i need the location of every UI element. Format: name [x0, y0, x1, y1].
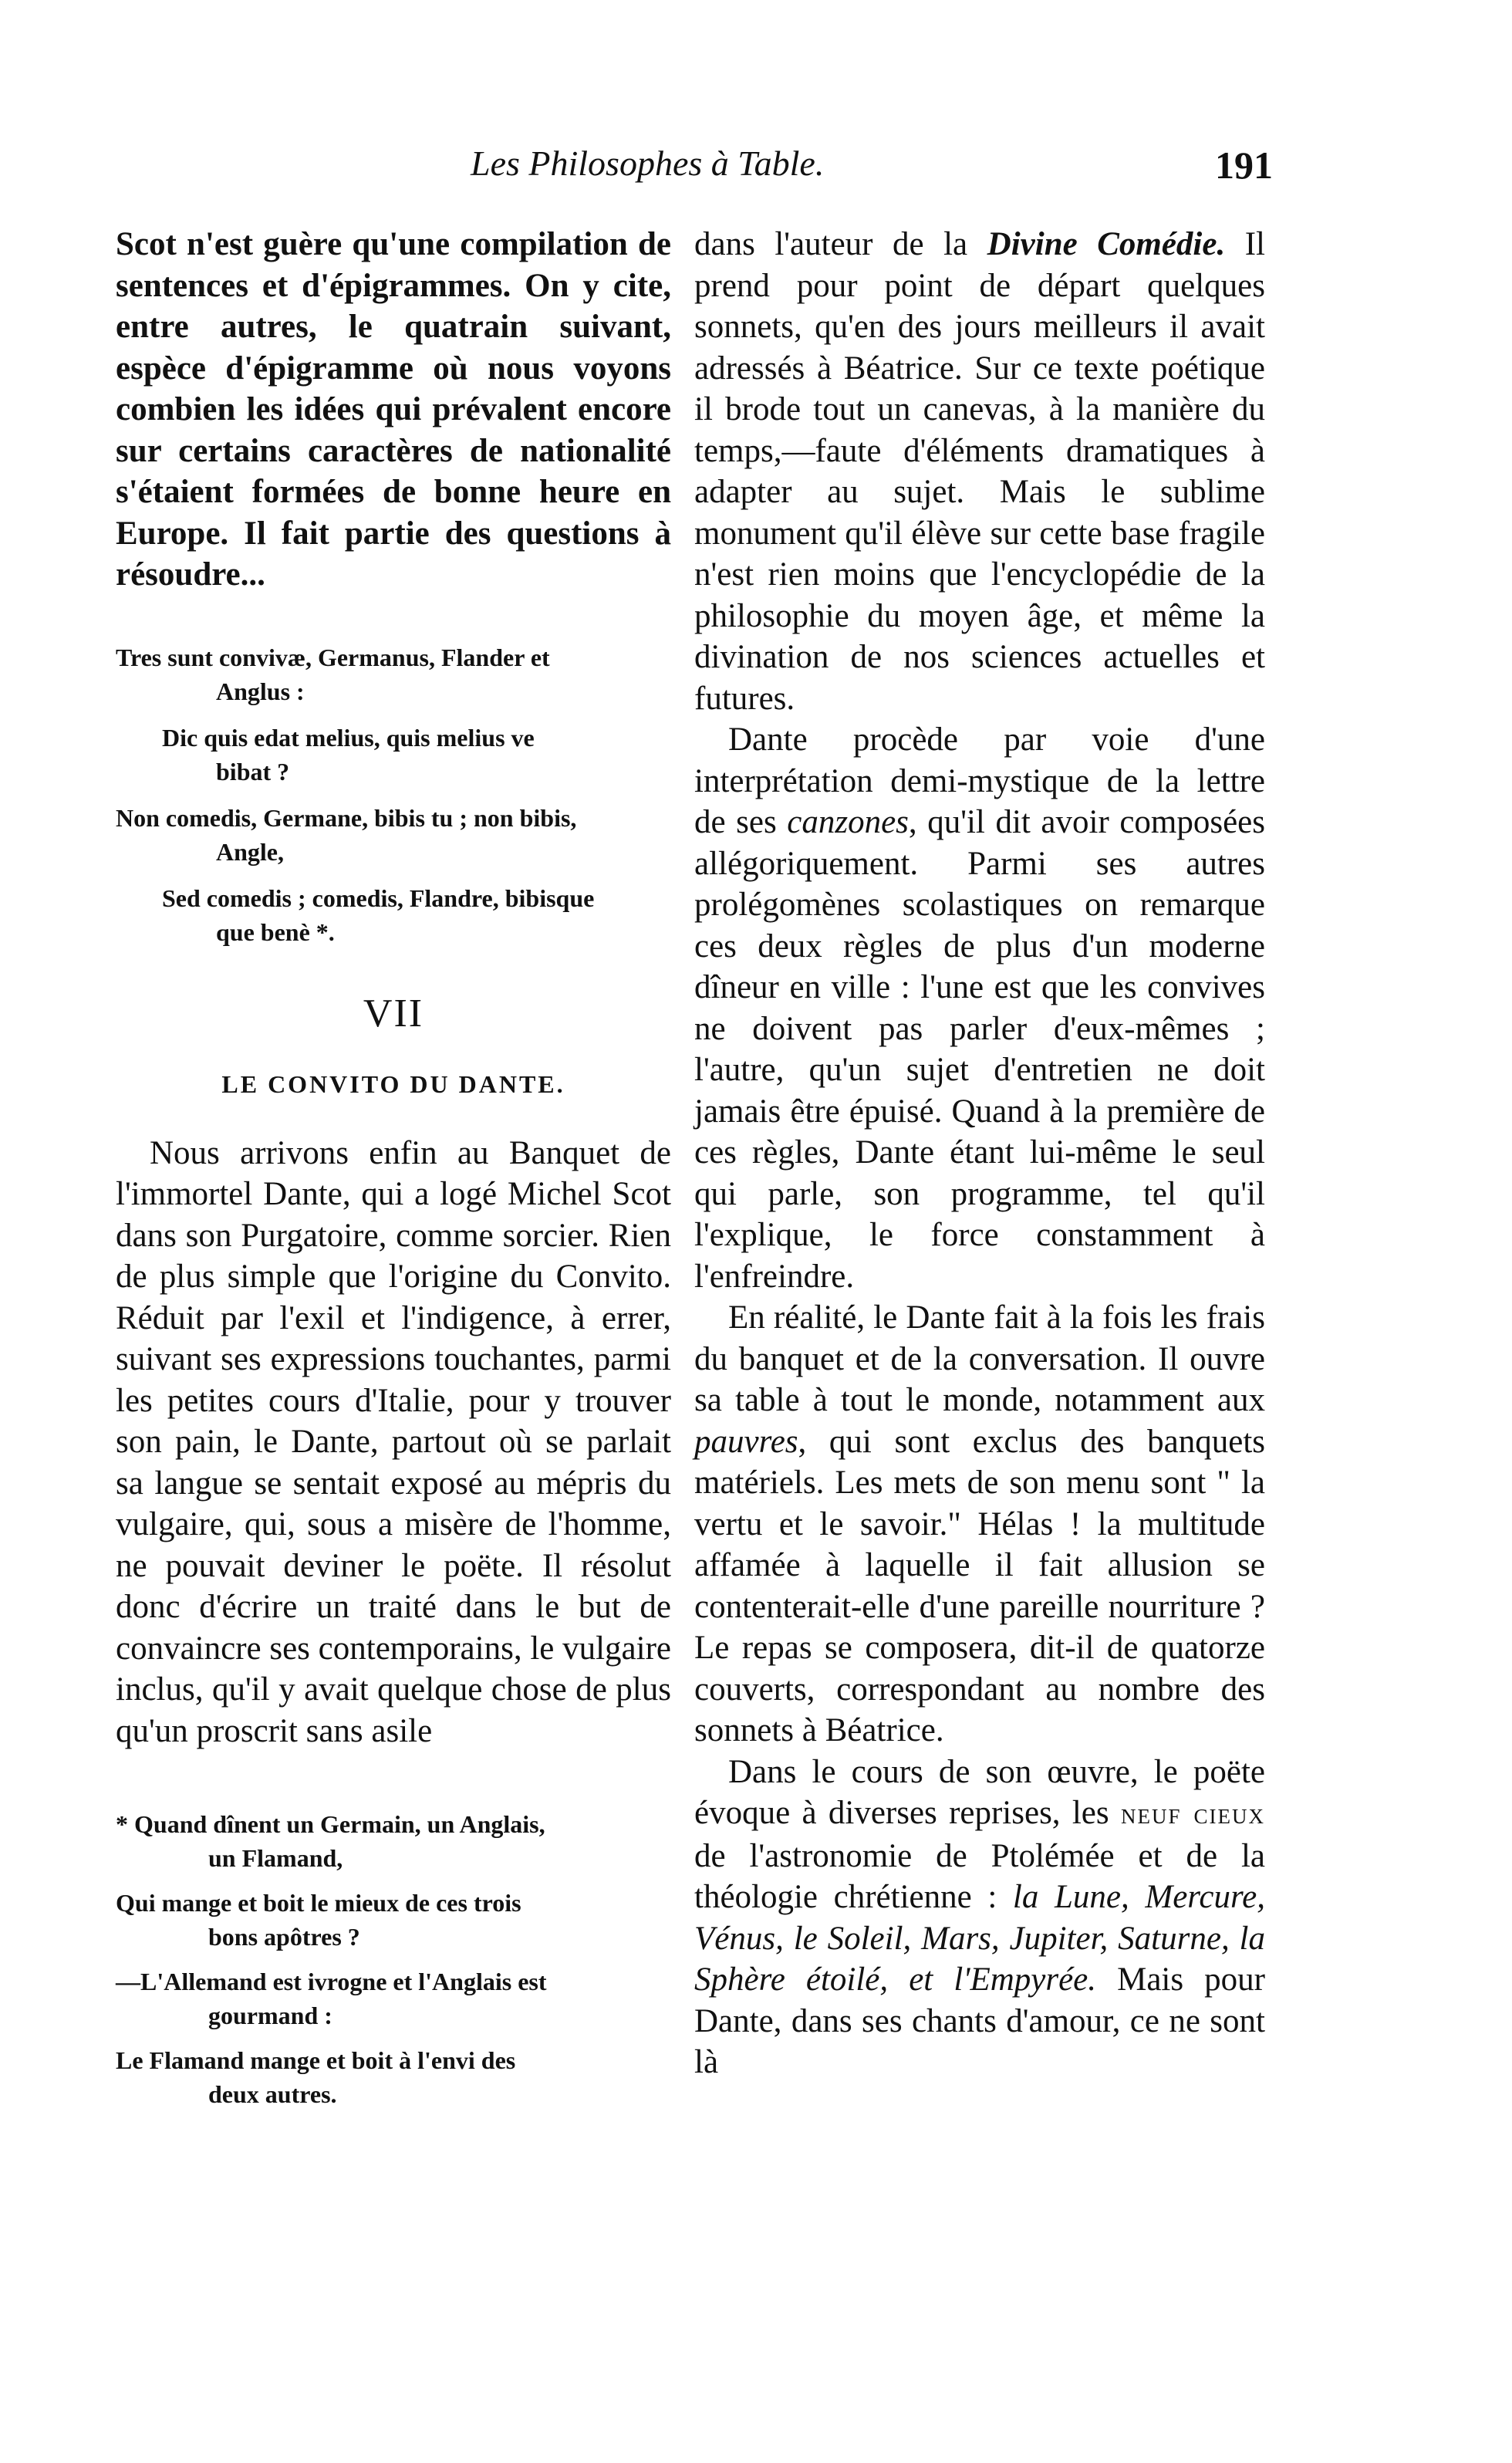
paragraph-2-start: Dante procède par voie d'une interprétation demi-mystique de la lettre de ses [694, 721, 1265, 840]
footnote-line-continuation: bons apôtres ? [208, 1923, 360, 1951]
footnote-line-continuation: gourmand : [208, 2002, 332, 2029]
paragraph-2 [694, 719, 1265, 1297]
footnote-line-continuation: un Flamand, [208, 1844, 343, 1872]
paragraph-1-rest: Il prend pour point de départ quelques sonnets, qu'en des jours meilleurs il avait adressés à Béatrice. Sur ce texte poétique il brode tout un canevas, à la manière du temps,—faute d'éléments dramatiques à adapter au sujet. Mais le sublime monument qu'il élève sur cette base fragile n'est rien moins que l'encyclopédie de la philosophie du moyen âge, et même la divination de nos sciences actuelles et futures. [694, 226, 1265, 717]
latin-epigram [116, 640, 671, 949]
opening-paragraph: Scot n'est guère qu'une compilation de sentences et d'épigrammes. On y cite, entre autres, le quatrain suivant, espèce d'épigramme où nous voyons combien les idées qui prévalent encore sur certains caractères de nationalité s'étaient formées de bonne heure en Europe. Il fait partie des questions à résoudre... [116, 226, 671, 593]
paragraph-4 [694, 1752, 1265, 2083]
footnote-verse [116, 1965, 671, 2032]
paragraph-3-term: pauvres [694, 1423, 798, 1460]
paragraph-3-start: En réalité, le Dante fait à la fois les frais du banquet et de la conversation. Il ouvre sa table à tout le monde, notamment aux [694, 1299, 1265, 1418]
paragraph-4-term: neuf cieux [1120, 1798, 1266, 1830]
paragraph-4-mid: de l'astronomie de Ptolémée et de la théologie chrétienne : [694, 1837, 1265, 1915]
paragraph-4-list: la Lune, Mercure, Vénus, le Soleil, Mars, Jupiter, Saturne, la Sphère étoilé, et l'Empyrée. [694, 1879, 1265, 1998]
paragraph-4-rest: Mais pour Dante, dans ses chants d'amour, ce ne sont là [694, 1961, 1265, 2080]
epigram-line-continuation: Anglus : [216, 677, 305, 705]
epigram-verse [116, 640, 671, 708]
paragraph-3 [694, 1297, 1265, 1752]
paragraph-2-term: canzones [787, 804, 909, 840]
right-column [694, 224, 1265, 2083]
footnote-verse [116, 1807, 671, 1875]
epigram-verse [116, 721, 671, 789]
left-column [116, 224, 671, 2122]
epigram-line: Non comedis, Germane, bibis tu ; non bibis, [116, 803, 577, 832]
running-header [471, 143, 1273, 197]
chapter-paragraph: Nous arrivons enfin au Banquet de l'immortel Dante, qui a logé Michel Scot dans son Purgatoire, comme sorcier. Rien de plus simple que l'origine du Convito. Réduit par l'exil et l'indigence, à errer, suivant ses expressions touchantes, parmi les petites cours d'Italie, pour y trouver son pain, le Dante, partout où se parlait sa langue se sentait exposé au mépris du vulgaire, qui, sous a misère de l'homme, ne pouvait deviner le poëte. Il résolut donc d'écrire un traité dans le but de convaincre ses contemporains, le vulgaire inclus, qu'il y avait quelque chose de plus qu'un proscrit sans asile [116, 1134, 671, 1749]
epigram-line-continuation: que benè *. [216, 917, 335, 946]
footnote-line: Qui mange et boit le mieux de ces trois [116, 1889, 521, 1917]
paragraph-3-rest: , qui sont exclus des banquets matériels. Les mets de son menu sont " la vertu et le savoir." Hélas ! la multitude affamée à laquelle il fait allusion se contenterait-elle d'une pareille nourriture ? Le repas se composera, dit-il de quatorze couverts, correspondant au nombre des sonnets à Béatrice. [694, 1423, 1265, 1748]
section-number: VII [363, 991, 424, 1036]
paragraph-1 [694, 224, 1265, 719]
epigram-line: Tres sunt convivæ, Germanus, Flander et [116, 643, 550, 671]
epigram-line: Sed comedis ; comedis, Flandre, bibisque [162, 884, 595, 912]
epigram-line-continuation: bibat ? [216, 757, 290, 786]
epigram-line-continuation: Angle, [216, 837, 284, 866]
footnote-line: Le Flamand mange et boit à l'envi des [116, 2046, 516, 2074]
epigram-verse [116, 881, 671, 949]
section-title: LE CONVITO DU DANTE. [221, 1069, 565, 1098]
running-title: Les Philosophes à Table. [471, 144, 825, 183]
page-number: 191 [1215, 144, 1273, 187]
footnote-verse [116, 1886, 671, 1954]
paragraph-2-rest: , qu'il dit avoir composées allégoriquement. Parmi ses autres prolégomènes scolastiques on remarque ces deux règles de plus d'un moderne dîneur en ville : l'une est que les convives ne doivent pas parler d'eux-mêmes ; l'autre, qu'un sujet d'entretien ne doit jamais être épuisé. Quand à la première de ces règles, Dante étant lui-même le seul qui parle, son programme, tel qu'il l'explique, le force constamment à l'enfreindre. [694, 804, 1265, 1295]
epigram-verse [116, 801, 671, 869]
paragraph-1-title: Divine Comédie. [987, 226, 1226, 262]
footnote-line: —L'Allemand est ivrogne et l'Anglais est [116, 1968, 547, 1995]
footnote-line-continuation: deux autres. [208, 2080, 337, 2108]
epigram-line: Dic quis edat melius, quis melius ve [162, 723, 535, 752]
paragraph-4-start: Dans le cours de son œuvre, le poëte évoque à diverses reprises, les [694, 1753, 1265, 1831]
footnote-line: * Quand dînent un Germain, un Anglais, [116, 1810, 545, 1838]
footnote [116, 1807, 671, 2111]
paragraph-1-start: dans l'auteur de la [694, 226, 987, 262]
footnote-verse [116, 2043, 671, 2111]
